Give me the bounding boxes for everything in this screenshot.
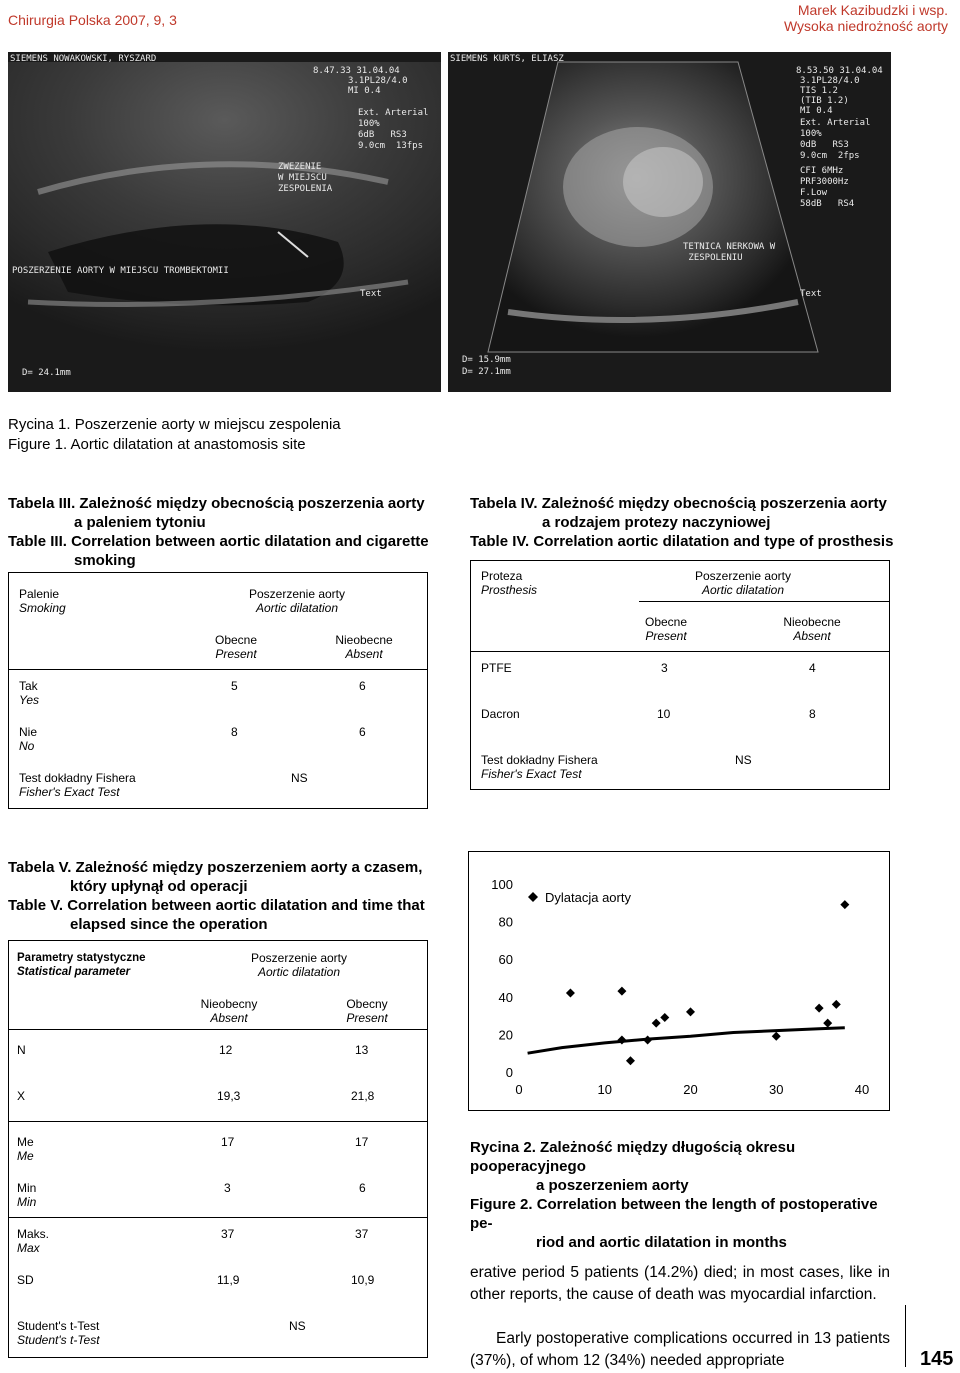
x-tick-label: 40 bbox=[854, 1082, 870, 1097]
table4-label-pl: Tabela IV. bbox=[470, 495, 538, 512]
table3-label-en: Table III. bbox=[8, 533, 67, 550]
table4-caption bbox=[470, 494, 910, 551]
table3-test-pl: Test dokładny Fishera bbox=[19, 771, 136, 785]
us-right-info3: TIS 1.2 bbox=[800, 86, 838, 96]
table3-row-yes-label bbox=[19, 679, 39, 707]
us-left-patient: SIEMENS NOWAKOWSKI, RYSZARD bbox=[10, 54, 157, 64]
table3-header-col1 bbox=[19, 587, 66, 615]
table5-label-pl: Tabela V. bbox=[8, 859, 72, 876]
table5-title-pl-1: Zależność między poszerzeniem aorty a czasem, bbox=[75, 859, 423, 876]
us-left-text-button: Text bbox=[360, 289, 382, 299]
table3-header-col1-pl: Palenie bbox=[19, 587, 60, 601]
data-point bbox=[686, 1007, 695, 1016]
table3-label-pl: Tabela III. bbox=[8, 495, 76, 512]
table5-header-col1-pl: Parametry statystyczne bbox=[17, 952, 146, 964]
table4-title-pl-2: a rodzajem protezy naczyniowej bbox=[542, 514, 771, 531]
table5-header-present-en: Present bbox=[346, 1011, 388, 1025]
table4-row-ptfe-label: PTFE bbox=[481, 661, 512, 675]
table4-header-absent-en: Absent bbox=[793, 629, 831, 643]
table5-header-present-pl: Obecny bbox=[346, 997, 388, 1011]
journal-header: Chirurgia Polska 2007, 9, 3 bbox=[8, 12, 177, 28]
table5-header-present bbox=[325, 997, 409, 1025]
table3-test-value: NS bbox=[291, 771, 308, 785]
us-left-label-top: ZWEZENIE W MIEJSCU ZESPOLENIA bbox=[278, 162, 333, 194]
figure2-title-en-2: riod and aortic dilatation in months bbox=[536, 1234, 787, 1251]
chart-frame bbox=[468, 851, 890, 1111]
table5-row-me-en: Me bbox=[17, 1149, 34, 1163]
us-right-info5: MI 0.4 bbox=[800, 106, 833, 116]
author-header: Marek Kazibudzki i wsp. bbox=[797, 2, 948, 18]
table4-title-en-1: Correlation aortic dilatation and type of prosthesis bbox=[533, 533, 894, 550]
body-paragraph-1: erative period 5 patients (14.2%) died; in most cases, like in other reports, the cause of death was myocardial infarction. bbox=[470, 1264, 890, 1303]
y-tick-label: 60 bbox=[498, 952, 513, 968]
table5-row-n-absent: 12 bbox=[219, 1043, 233, 1057]
table3-row-no-en: No bbox=[19, 739, 35, 753]
table4-header-present-en: Present bbox=[645, 629, 687, 643]
table4-row-dacron-absent: 8 bbox=[809, 707, 816, 721]
table5-row-me-present: 17 bbox=[355, 1135, 369, 1149]
table5-header-absent-pl: Nieobecny bbox=[200, 997, 258, 1011]
table3-header-absent-pl: Nieobecne bbox=[335, 633, 393, 647]
table3-header-group-pl: Poszerzenie aorty bbox=[248, 587, 346, 601]
table4-row-dacron-present: 10 bbox=[657, 707, 671, 721]
table3-header-present bbox=[199, 633, 273, 661]
data-point bbox=[617, 987, 626, 996]
table5-label-en: Table V. bbox=[8, 897, 64, 914]
us-right-settings: Ext. Arterial 100% 0dB RS3 9.0cm 2fps bbox=[800, 118, 871, 161]
table4-header-absent-pl: Nieobecne bbox=[783, 615, 841, 629]
ultrasound-image-right bbox=[448, 52, 891, 392]
table5-title-en-2: elapsed since the operation bbox=[70, 916, 268, 933]
table3-title-pl-2: a paleniem tytoniu bbox=[74, 514, 206, 531]
figure2-label-en: Figure 2. bbox=[470, 1196, 533, 1213]
table5-title-pl-2: który upłynął od operacji bbox=[70, 878, 248, 895]
table4 bbox=[470, 560, 890, 790]
table3-title-en-2: smoking bbox=[74, 552, 136, 569]
data-point bbox=[617, 1036, 626, 1045]
us-left-label-bottom: POSZERZENIE AORTY W MIEJSCU TROMBEKTOMII bbox=[12, 266, 229, 276]
table5-header-absent bbox=[187, 997, 271, 1025]
table3-row-no-pl: Nie bbox=[19, 725, 38, 739]
table4-header-group bbox=[683, 569, 803, 597]
table5-row-ttest-value: NS bbox=[289, 1319, 306, 1333]
table3-title-pl-1: Zależność między obecnością poszerzenia aorty bbox=[79, 495, 425, 512]
trend-line bbox=[528, 1028, 845, 1053]
table5-header-col1 bbox=[17, 951, 146, 979]
table5-row-min-present: 6 bbox=[359, 1181, 366, 1195]
x-tick-label: 20 bbox=[683, 1082, 698, 1097]
us-left-info2: 3.1PL28/4.0 bbox=[348, 76, 408, 86]
table5-header-group-pl: Poszerzenie aorty bbox=[250, 951, 348, 965]
table5-header-group-en: Aortic dilatation bbox=[257, 965, 341, 979]
us-right-info2: 3.1PL28/4.0 bbox=[800, 76, 860, 86]
table5-row-me-pl: Me bbox=[17, 1135, 34, 1149]
table5-header-rule bbox=[9, 1029, 427, 1030]
table5-row-max-absent: 37 bbox=[221, 1227, 235, 1241]
table4-row-ptfe-absent: 4 bbox=[809, 661, 816, 675]
y-tick-label: 80 bbox=[498, 914, 513, 930]
us-right-info1: 8.53.50 31.04.04 bbox=[796, 66, 883, 76]
table4-test-en: Fisher's Exact Test bbox=[481, 767, 582, 781]
table5-row-min-pl: Min bbox=[17, 1181, 37, 1195]
table3-title-en-1: Correlation between aortic dilatation and cigarette bbox=[71, 533, 429, 550]
legend-marker bbox=[528, 892, 538, 902]
data-point bbox=[566, 989, 575, 998]
table4-header-present-pl: Obecne bbox=[644, 615, 688, 629]
table5-row-ttest-en: Student's t-Test bbox=[17, 1333, 100, 1347]
us-right-info4: (TIB 1.2) bbox=[800, 96, 849, 106]
table4-header-absent bbox=[767, 615, 857, 643]
data-point bbox=[772, 1032, 781, 1041]
figure1-caption-en: Figure 1. Aortic dilatation at anastomosis site bbox=[8, 436, 306, 453]
x-tick-label: 0 bbox=[515, 1082, 523, 1097]
table5-header-group bbox=[239, 951, 359, 979]
table3-row-yes-absent: 6 bbox=[359, 679, 366, 693]
legend-label: Dylatacja aorty bbox=[545, 890, 631, 905]
table4-header-group-pl: Poszerzenie aorty bbox=[694, 569, 792, 583]
data-point bbox=[626, 1056, 635, 1065]
table4-row-ptfe-present: 3 bbox=[661, 661, 668, 675]
table3-header-present-pl: Obecne bbox=[214, 633, 258, 647]
table3-row-no-label bbox=[19, 725, 37, 753]
table5-row-n-label: N bbox=[17, 1043, 26, 1057]
table5-row-max-en: Max bbox=[17, 1241, 40, 1255]
us-right-settings2: CFI 6MHz PRF3000Hz F.Low 58dB RS4 bbox=[800, 166, 855, 209]
table4-header-col1-pl: Proteza bbox=[481, 569, 523, 583]
table5-row-me-label bbox=[17, 1135, 34, 1163]
table4-title-pl-1: Zależność między obecnością poszerzenia aorty bbox=[541, 495, 887, 512]
data-point bbox=[660, 1013, 669, 1022]
table4-test-value: NS bbox=[735, 753, 752, 767]
scatter-chart bbox=[469, 852, 889, 1110]
table3-header-absent-en: Absent bbox=[345, 647, 383, 661]
figure2-label-pl: Rycina 2. bbox=[470, 1139, 536, 1156]
table3-header-rule bbox=[9, 669, 427, 670]
table5-row-min-label bbox=[17, 1181, 36, 1209]
data-point bbox=[815, 1004, 824, 1013]
y-tick-label: 40 bbox=[498, 989, 513, 1005]
ultrasound-fan-left bbox=[8, 52, 441, 392]
table3-row-no-absent: 6 bbox=[359, 725, 366, 739]
table4-test-pl: Test dokładny Fishera bbox=[481, 753, 598, 767]
us-left-info3: MI 0.4 bbox=[348, 86, 381, 96]
ultrasound-image-left bbox=[8, 52, 441, 392]
table5-mid-rule bbox=[9, 1121, 427, 1122]
table4-header-col1-en: Prosthesis bbox=[481, 583, 538, 597]
table3-header-col1-en: Smoking bbox=[19, 601, 66, 615]
figure2-title-en-1: Correlation between the length of postoperative pe- bbox=[470, 1196, 878, 1232]
table3-header-group-en: Aortic dilatation bbox=[255, 601, 339, 615]
table4-header-group-en: Aortic dilatation bbox=[701, 583, 785, 597]
table5-row-x-label: X bbox=[17, 1089, 26, 1103]
data-point bbox=[643, 1036, 652, 1045]
data-point bbox=[832, 1000, 841, 1009]
us-left-info1: 8.47.33 31.04.04 bbox=[313, 66, 400, 76]
page-number: 145 bbox=[920, 1348, 954, 1370]
table3-header-group bbox=[237, 587, 357, 615]
table5-title-en-1: Correlation between aortic dilatation and time that bbox=[67, 897, 425, 914]
y-tick-label: 100 bbox=[491, 877, 513, 892]
table5-row-x-absent: 19,3 bbox=[217, 1089, 241, 1103]
table4-header-col1 bbox=[481, 569, 537, 597]
table3 bbox=[8, 572, 428, 809]
table5-row-sd-absent: 11,9 bbox=[217, 1273, 240, 1287]
y-tick-label: 0 bbox=[505, 1065, 513, 1080]
table5-header-col1-en: Statistical parameter bbox=[17, 966, 131, 978]
table5-row-ttest-pl: Student's t-Test bbox=[17, 1319, 100, 1333]
table3-row-yes-en: Yes bbox=[19, 693, 40, 707]
table5-row-x-present: 21,8 bbox=[351, 1089, 375, 1103]
table3-test-en: Fisher's Exact Test bbox=[19, 785, 120, 799]
table5-mid-rule-2 bbox=[9, 1217, 427, 1218]
table3-row-test-label bbox=[19, 771, 136, 799]
table3-row-yes-pl: Tak bbox=[19, 679, 38, 693]
table5-row-me-absent: 17 bbox=[221, 1135, 235, 1149]
table5-row-max-label bbox=[17, 1227, 49, 1255]
us-right-text-button: Text bbox=[800, 289, 822, 299]
table5-row-sd-label: SD bbox=[17, 1273, 34, 1287]
body-paragraph-2: Early postoperative complications occurred in 13 patients (37%), of whom 12 (34%) needed appropriate bbox=[470, 1330, 890, 1369]
us-right-measure2: D= 27.1mm bbox=[462, 367, 511, 377]
x-tick-label: 10 bbox=[597, 1082, 612, 1097]
table4-row-test-label bbox=[481, 753, 598, 781]
figure2-title-pl-2: a poszerzeniem aorty bbox=[536, 1177, 689, 1194]
us-left-settings: Ext. Arterial 100% 6dB RS3 9.0cm 13fps bbox=[358, 108, 429, 151]
us-right-measure1: D= 15.9mm bbox=[462, 355, 511, 365]
y-tick-label: 20 bbox=[498, 1027, 513, 1043]
table5-row-n-present: 13 bbox=[355, 1043, 369, 1057]
table5 bbox=[8, 940, 428, 1358]
table5-row-sd-present: 10,9 bbox=[351, 1273, 375, 1287]
x-tick-label: 30 bbox=[769, 1082, 784, 1097]
table4-group-rule bbox=[639, 601, 889, 602]
table5-row-ttest-label bbox=[17, 1319, 100, 1347]
table3-row-yes-present: 5 bbox=[231, 679, 238, 693]
table5-caption bbox=[8, 858, 448, 934]
table3-header-absent bbox=[319, 633, 409, 661]
title-header: Wysoka niedrożność aorty bbox=[783, 18, 948, 34]
table4-header-rule bbox=[471, 651, 889, 652]
data-point bbox=[652, 1019, 661, 1028]
table5-row-max-present: 37 bbox=[355, 1227, 369, 1241]
table5-row-min-en: Min bbox=[17, 1195, 37, 1209]
data-point bbox=[823, 1019, 832, 1028]
us-left-measure: D= 24.1mm bbox=[22, 368, 71, 378]
table3-caption bbox=[8, 494, 448, 570]
us-right-patient: SIEMENS KURTS, ELIASZ bbox=[450, 54, 564, 64]
figure2-caption bbox=[470, 1138, 900, 1252]
table5-row-min-absent: 3 bbox=[224, 1181, 231, 1195]
table4-row-dacron-label: Dacron bbox=[481, 707, 520, 721]
page-number-rule bbox=[905, 1305, 906, 1367]
data-point bbox=[840, 900, 849, 909]
table3-row-no-present: 8 bbox=[231, 725, 238, 739]
figure2-title-pl-1: Zależność między długością okresu pooperacyjnego bbox=[470, 1139, 796, 1175]
table4-header-present bbox=[629, 615, 703, 643]
table5-row-max-pl: Maks. bbox=[17, 1227, 50, 1241]
table4-label-en: Table IV. bbox=[470, 533, 530, 550]
figure1-caption-pl: Rycina 1. Poszerzenie aorty w miejscu zespolenia bbox=[8, 416, 341, 433]
table5-header-absent-en: Absent bbox=[210, 1011, 248, 1025]
us-right-label: TETNICA NERKOWA W ZESPOLENIU bbox=[683, 242, 776, 263]
table3-header-present-en: Present bbox=[215, 647, 257, 661]
